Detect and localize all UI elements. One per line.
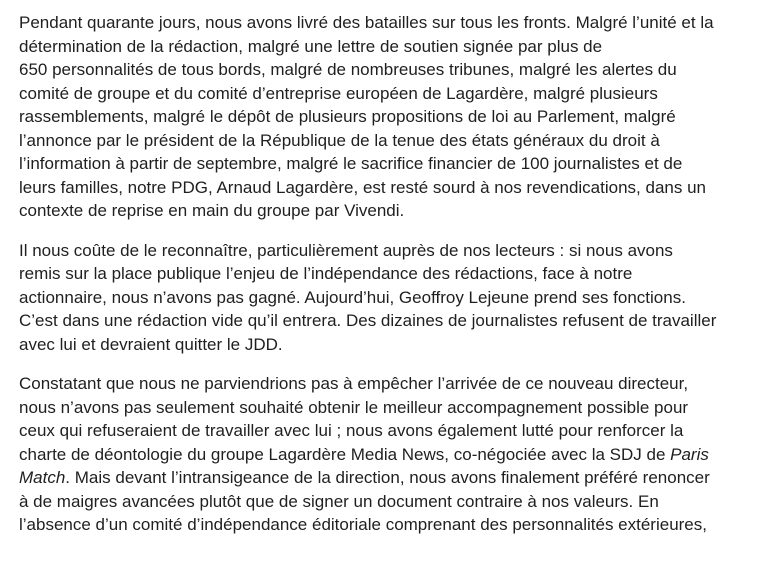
paragraph-2 <box>19 239 771 357</box>
article-body <box>19 11 771 553</box>
paragraph-3 <box>19 372 771 537</box>
text-line: rassemblements, malgré le dépôt de plusieurs propositions de loi au Parlement, malgré <box>19 107 676 126</box>
text-segment: charte de déontologie du groupe Lagardère Media News, co-négociée avec la SDJ de <box>19 444 671 464</box>
text-line <box>19 466 771 490</box>
paragraph-1 <box>19 11 771 223</box>
text-line: l’information à partir de septembre, malgré le sacrifice financier de 100 journalistes et de <box>19 154 683 173</box>
text-line: Constatant que nous ne parviendrions pas à empêcher l’arrivée de ce nouveau directeur, <box>19 374 689 393</box>
text-line: Pendant quarante jours, nous avons livré des batailles sur tous les fronts. Malgré l’unité et la <box>19 13 714 32</box>
text-line: l’absence d’un comité d’indépendance éditoriale comprenant des personnalités extérieures, <box>19 515 707 534</box>
text-line: leurs familles, notre PDG, Arnaud Lagardère, est resté sourd à nos revendications, dans un <box>19 177 706 197</box>
text-line: nous n’avons pas seulement souhaité obtenir le meilleur accompagnement possible pour <box>19 397 689 417</box>
text-line: remis sur la place publique l’enjeu de l’indépendance des rédactions, face à notre <box>19 264 633 283</box>
text-line: à de maigres avancées plutôt que de signer un document contraire à nos valeurs. En <box>19 491 659 511</box>
text-line: Il nous coûte de le reconnaître, particulièrement auprès de nos lecteurs : si nous avons <box>19 240 673 260</box>
text-line: l’annonce par le président de la République de la tenue des états généraux du droit à <box>19 130 660 150</box>
text-line: actionnaire, nous n’avons pas gagné. Aujourd’hui, Geoffroy Lejeune prend ses fonctions. <box>19 287 686 307</box>
text-line: contexte de reprise en main du groupe par Vivendi. <box>19 201 405 220</box>
text-line: avec lui et devraient quitter le JDD. <box>19 334 283 354</box>
italic-publication-name: Match <box>19 468 66 487</box>
text-line <box>19 443 771 467</box>
text-line: C’est dans une rédaction vide qu’il entrera. Des dizaines de journalistes refusent de travailler <box>19 311 717 330</box>
text-segment: . Mais devant l’intransigeance de la direction, nous avons finalement préféré renoncer <box>65 468 710 487</box>
text-line: ceux qui refuseraient de travailler avec lui ; nous avons également lutté pour renforcer la <box>19 421 684 440</box>
text-line: comité de groupe et du comité d’entreprise européen de Lagardère, malgré plusieurs <box>19 83 658 103</box>
italic-publication-name: Paris <box>670 444 709 464</box>
text-line: 650 personnalités de tous bords, malgré de nombreuses tribunes, malgré les alertes du <box>19 60 677 79</box>
text-line: détermination de la rédaction, malgré une lettre de soutien signée par plus de <box>19 36 603 56</box>
